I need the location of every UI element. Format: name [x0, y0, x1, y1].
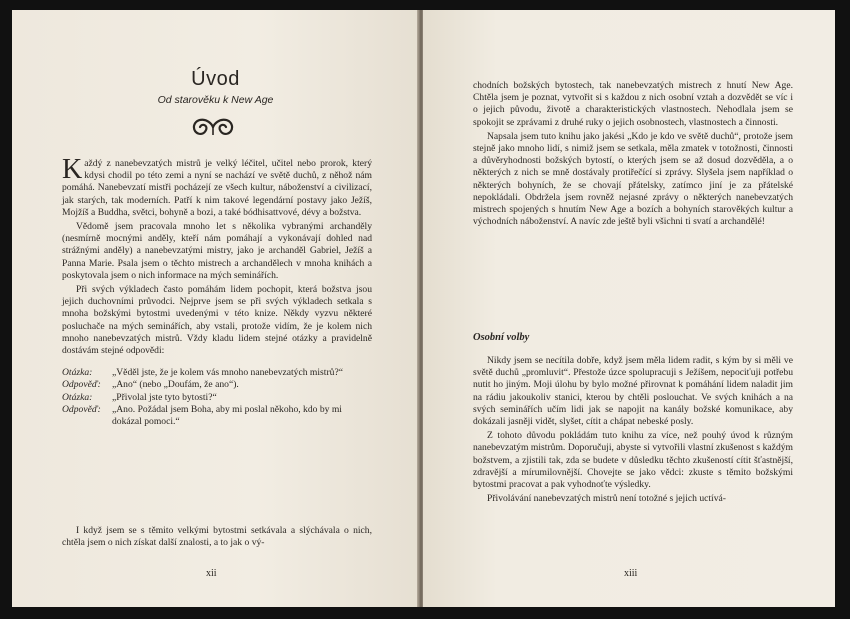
left-closing-text	[62, 525, 372, 551]
dialog-row	[62, 392, 372, 404]
page-number: xiii	[624, 568, 638, 579]
right-page	[423, 10, 835, 607]
right-body-text	[473, 80, 793, 230]
dialog-line: „Ano“ (nebo „Doufám, že ano“).	[112, 379, 239, 391]
paragraph: Přivolávání nanebevzatých mistrů není totožné s jejich uctívá-	[487, 493, 726, 505]
section-body-text	[473, 355, 793, 507]
paragraph: Vědomě jsem pracovala mnoho let s několika vybranými archanděly (nesmírně mocnými anděly, kteří nám pomáhají a vykonávají dohled nad strážnými anděly) a nanebevzatými mistry, jako je archanděl Gabriel, Ježíš a Panna Marie. Psala jsem o těchto mistrech a archandělech v mnoha knihách a poskytovala jsem o nich informace na mých seminářích.	[62, 221, 372, 281]
dialog-line: „Věděl jste, že je kolem vás mnoho nanebevzatých mistrů?“	[112, 367, 343, 379]
paragraph: Nikdy jsem se necítila dobře, když jsem měla lidem radit, s kým by si měli ve světě duchů „promluvit“. Přestože úzce spolupracuji s Ježíšem, nepociťuji potřebu nutit ho jiným. Moji úlohu by bylo možné přirovnat k pomáhání lidem naladit jim na rádiu jakoukoliv stanici, kterou by chtěli poslouchat. Ve svých knihách a na svých seminářích učím lidi jak se napojit na kanály božské komunikace, aby dokázali jasněji vidět, slyšet, cítit a chápat nebeské posly.	[473, 355, 793, 428]
paragraph: Z tohoto důvodu pokládám tuto knihu za více, než pouhý úvod k různým nanebevzatým mistrům. Doporučuji, abyste si vytvořili vlastní zkušenost s každým božstvem, a zjistili tak, zda se budete v důsledku těchto zkušeností cítit šťastnější, zdravější a mírumilovnější. Chovejte se jako vědci: zkuste s těmito božskými bytostmi pracovat a pak vyhodnoťte výsledky.	[473, 430, 793, 491]
dialog-speaker: Odpověď:	[62, 403, 101, 415]
paragraph: I když jsem se s těmito velkými bytostmi setkávala a slýchávala o nich, chtěla jsem o nich získat další znalosti, a to jak o vý-	[62, 525, 372, 549]
spiral-ornament-icon	[190, 114, 236, 140]
page-number: xii	[206, 568, 217, 579]
left-body-text	[62, 154, 372, 440]
paragraph: Napsala jsem tuto knihu jako jakési „Kdo je kdo ve světě duchů“, protože jsem stejně jako mnoho lidí, s nimiž jsem se setkala, měla zmatek v totožnosti, činnosti a důvěryhodnosti božských bytostí, o kterých jsem se až dosud dozvěděla, a o některých z nich se mně dostávaly protiřečící si zprávy. Slyšela jsem například o některých bohyních, že se chovají přátelsky, zatímco jiní je za přátelské nepokládali. Obdržela jsem rovněž nejasné zprávy o některých nanebevzatých mistrech spojených s hnutím New Age a bozích a bohyních starověkých kultur a východních náboženství. A navíc zde ještě byli všichni ti svatí a archandělé!	[473, 130, 793, 228]
left-page	[12, 10, 419, 607]
chapter-subtitle: Od starověku k New Age	[157, 94, 274, 106]
chapter-title: Úvod	[191, 68, 240, 90]
drop-cap: K	[62, 154, 83, 185]
dialog-speaker: Otázka:	[62, 367, 93, 379]
dialog-row	[62, 367, 372, 379]
dialog-line: „Ano. Požádal jsem Boha, aby mi poslal někoho, kdo by mi dokázal pomoci.“	[112, 403, 342, 428]
dialog-row	[62, 404, 372, 428]
dialog-speaker: Odpověď:	[62, 379, 101, 391]
dialog-speaker: Otázka:	[62, 391, 93, 403]
dialog-block	[62, 367, 372, 428]
dialog-line: „Přivolal jste tyto bytosti?“	[112, 391, 217, 403]
paragraph: Při svých výkladech často pomáhám lidem pochopit, která božstva jsou jejich duchovními průvodci. Nejprve jsem se při svých výkladech setkala s mnoha božskými bytostmi uvedenými v této knize. Někdy vyzvu některé posluchače na mých seminářích, aby vstali, protože vidím, že je kolem nich mnoho nanebevzatých mistrů. Vždy kladu lidem stejné otázky a pravidelně dostávám stejné odpovědi:	[62, 284, 372, 357]
dialog-row	[62, 379, 372, 391]
paragraph: chodních božských bytostech, tak nanebevzatých mistrech z hnutí New Age. Chtěla jsem je poznat, vytvořit si s každou z nich osobní vztah a dozvědět se víc i o jejich původu, životě a charakteristických vlastnostech. Nehodlala jsem se spokojit se zprávami z druhé ruky o jejich osobnostech, vlastnostech a činnosti.	[473, 80, 793, 128]
section-heading: Osobní volby	[473, 332, 530, 343]
paragraph: Každý z nanebevzatých mistrů je velký léčitel, učitel nebo prorok, který kdysi chodil po této zemi a nyní se nachází ve světě duchů, z něhož nám pomáhá. Nanebevzatí mistři pocházejí ze všech kultur, náboženství a civilizací, jak starých, tak moderních. Patří k nim takové legendární postavy jako Ježíš, Mojžíš a Buddha, světci, bohyně a bozi, a také bódhisattvové, dévy a božstva.	[62, 154, 372, 218]
